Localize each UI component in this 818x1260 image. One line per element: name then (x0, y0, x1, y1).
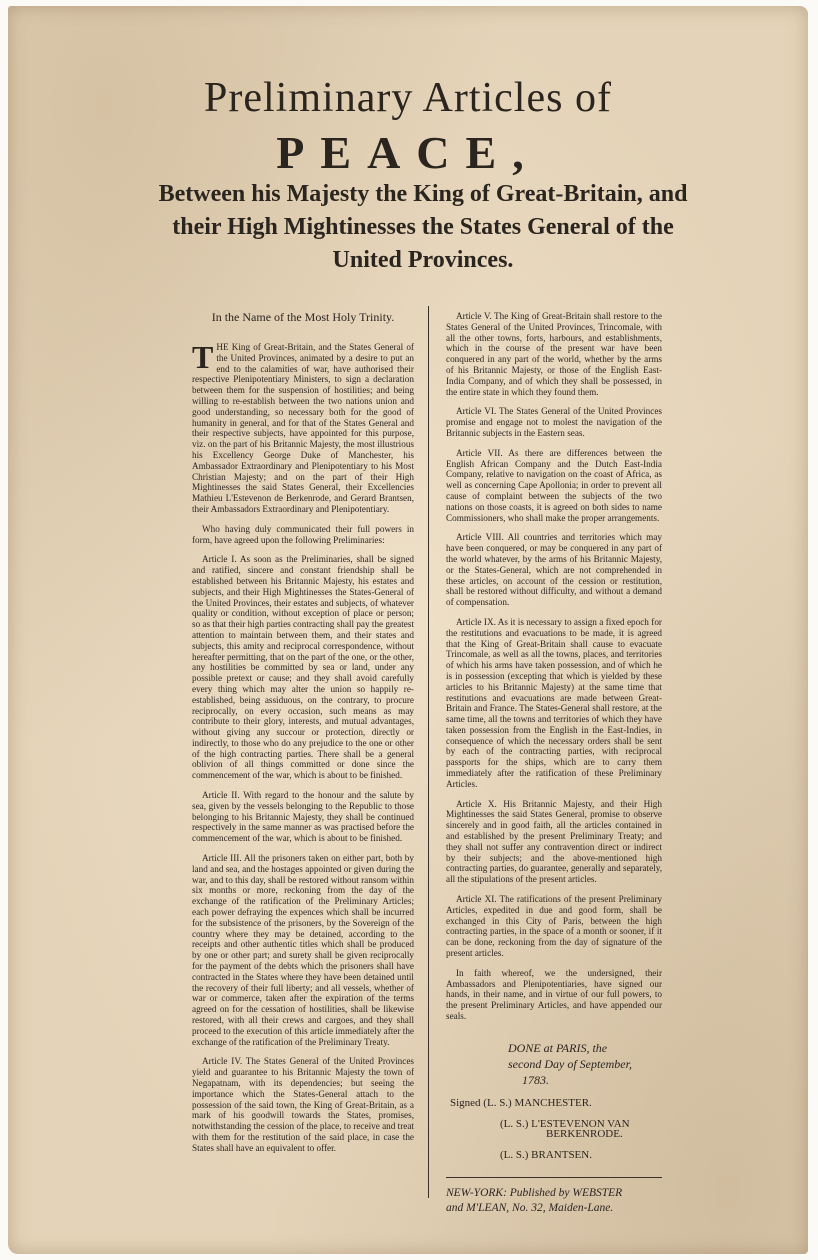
dateline-2: second Day of September, (508, 1056, 632, 1071)
article-6: Article VI. The States General of the United Provinces promise and engage not to molest the navigation of the Britannic subjects in the Eastern seas. (446, 406, 662, 438)
article-8: Article VIII. All countries and territories which may have been conquered, or may be conquered in any part of the world whatever, by the arms of his Britannic Majesty, or the States-General, which are not comprehended in these articles, on account of the cession or restitution, shall be restored without difficulty, and without a demand of compensation. (446, 532, 662, 608)
imprint (446, 1177, 662, 1216)
left-column (192, 310, 414, 1163)
imprint-line-2: and M'LEAN, No. 32, Maiden-Lane. (446, 1202, 614, 1214)
dropcap-letter: T (192, 339, 214, 375)
signature-estevenon-cont: BERKENRODE. (546, 1128, 623, 1141)
broadside-sheet (8, 6, 808, 1254)
dateline-3: 1783. (522, 1072, 549, 1087)
title-line-3: Between his Majesty the King of Great-Britain, and their High Mightinesses the States General of the United Provinces. (158, 181, 688, 273)
title-line-2: PEACE, (276, 127, 540, 178)
preliminaries-intro: Who having duly communicated their full powers in form, have agreed upon the following Preliminaries: (192, 523, 414, 545)
article-2: Article II. With regard to the honour and the salute by sea, given by the vessels belonging to the Republic to those belonging to his Britannic Majesty, they shall be continued respectively in the same manner as was practised before the commencement of the war, which is about to be finished. (192, 790, 414, 844)
opening-text: HE King of Great-Britain, and the States General of the United Provinces, animated by a desire to put an end to the calamities of war, have authorised their respective Plenipotentiary Ministers, to sign a declaration between them for the suspension of hostilities; and being willing to re-establish between the two nations union and good understanding, so necessary both for the good of humanity in general, and for that of the States General and their respective subjects, have appointed for this purpose, viz. on the part of his Britannic Majesty, the most illustrious his Excellency George Duke of Manchester, his Ambassador Extraordinary and Plenipotentiary to his Most Christian Majesty; and on the part of their High Mightinesses the said States General, their Excellencies Mathieu L'Estevenon de Berkenrode, and Gerard Brantsen, their Ambassadors Extraordinary and Plenipotentiary. (192, 342, 414, 514)
article-4: Article IV. The States General of the United Provinces yield and guarantee to his Britannic Majesty the town of Negapatnam, with its dependencies; but seeing the importance which the States-General attach to the possession of the said town, the King of Great-Britain, as a mark of his goodwill towards the States, promises, notwithstanding the cession of the place, to receive and treat with them for the restitution of the said place, in case the States shall have an equivalent to offer. (192, 1056, 414, 1153)
right-column (446, 311, 662, 1216)
faith-clause: In faith whereof, we the undersigned, their Ambassadors and Plenipotentiaries, have signed our hands, in their name, and in virtue of our full powers, to the present Preliminary Articles, and have appended our seals. (446, 967, 662, 1022)
opening-paragraph (192, 339, 414, 515)
column-divider (428, 306, 429, 1198)
article-7: Article VII. As there are differences between the English African Company and the Dutch East-India Company, relative to navigation on the coast of Africa, as well as concerning Cape Apollonia; in order to prevent all cause of complaint between the subjects of the two nations on those coasts, it is agreed on both sides to name Commissioners, who shall make the proper arrangements. (446, 447, 662, 523)
title-line-1: Preliminary Articles of (204, 75, 612, 121)
dateline-1: DONE at PARIS, the (508, 1040, 608, 1055)
article-5: Article V. The King of Great-Britain shall restore to the States General of the United Provinces, Trincomale, with all the other towns, forts, harbours, and establishments, which in the course of the present war have been conquered in any part of the world, whether by the arms of his Britannic Majesty, or those of the English East-India Company, and of which they shall be possessed, in the entire state in which they found them. (446, 311, 662, 397)
signature-brantsen: (L. S.) BRANTSEN. (500, 1149, 592, 1162)
invocation: In the Name of the Most Holy Trinity. (211, 310, 395, 324)
article-1: Article I. As soon as the Preliminaries, shall be signed and ratified, sincere and constant friendship shall be established between his Britannic Majesty, his estates and subjects, and their High Mightinesses the States-General of the United Provinces, their estates and subjects, of whatever quality or condition, without exception of place or person; so as that their high parties contracting shall pay the greatest attention to maintain between them, and their states and subjects, this amity and reciprocal correspondence, without hereafter permitting, that on the part of the one, or the other, any hostilities be committed by sea or land, under any possible pretext or cause; and they shall avoid carefully every thing which may alter the union so happily re-established, being assiduous, on the contrary, to procure reciprocally, on every occasion, such means as may contribute to their glory, interests, and mutual advantages, without giving any succour or protection, directly or indirectly, to those who do any prejudice to the one or other of the high contracting parties. There shall be a general oblivion of all things committed or done since the commencement of the war, which is about to be finished. (192, 554, 414, 781)
signature-manchester: Signed (L. S.) MANCHESTER. (450, 1096, 592, 1109)
article-3: Article III. All the prisoners taken on either part, both by land and sea, and the hostages appointed or given during the war, and to this day, shall be restored without ransom within six months or more, reckoning from the day of the exchange of the ratification of the Preliminary Articles; each power defraying the expences which shall be incurred for the subsistence of the prisoners, by the Sovereign of the country where they may be detained, according to the receipts and other authentic titles which shall be produced by one or other part; and surety shall be given reciprocally for the payment of the debts which the prisoners shall have contracted in the States where they have been detained until the recovery of their full liberty; and all vessels, whether of war or commerce, taken after the expiration of the terms agreed on for the cessation of hostilities, shall be likewise restored, with all their crews and cargoes, and they shall proceed to the execution of this article immediately after the exchange of the ratification of the Preliminary Treaty. (192, 853, 414, 1047)
dateline (446, 1040, 662, 1088)
article-10: Article X. His Britannic Majesty, and their High Mightinesses the said States General, promise to observe sincerely and in good faith, all the articles contained in and established by the present Preliminary Treaty; and they shall not suffer any contravention direct or indirect by their subjects; and the above-mentioned high contracting parties, do guarantee, generally and separately, all the stipulations of the present articles. (446, 798, 662, 885)
signature-estevenon: (L. S.) L'ESTEVENON VAN (500, 1117, 630, 1130)
article-9: Article IX. As it is necessary to assign a fixed epoch for the restitutions and evacuations to be made, it is agreed that the King of Great-Britain shall cause to evacuate Trincomale, as well as all the towns, places, and territories of which his arms have taken possession, and of which he is in possession (excepting that which is yielded by these articles to his Britannic Majesty) at the same time that restitutions and evacuations are made between Great-Britain and France. The States-General shall restore, at the same time, all the towns and territories of which they have taken possession from the English in the East-Indies, in consequence of which the necessary orders shall be sent by each of the contracting parties, with reciprocal passports for the ships, which are to carry them immediately after the ratification of these Preliminary Articles. (446, 616, 662, 789)
imprint-line-1: NEW-YORK: Published by WEBSTER (446, 1187, 623, 1199)
article-11: Article XI. The ratifications of the present Preliminary Articles, expedited in due and good form, shall be exchanged in this City of Paris, between the high contracting parties, in the space of a month or sooner, if it can be done, reckoning from the day of signature of the present articles. (446, 894, 662, 959)
